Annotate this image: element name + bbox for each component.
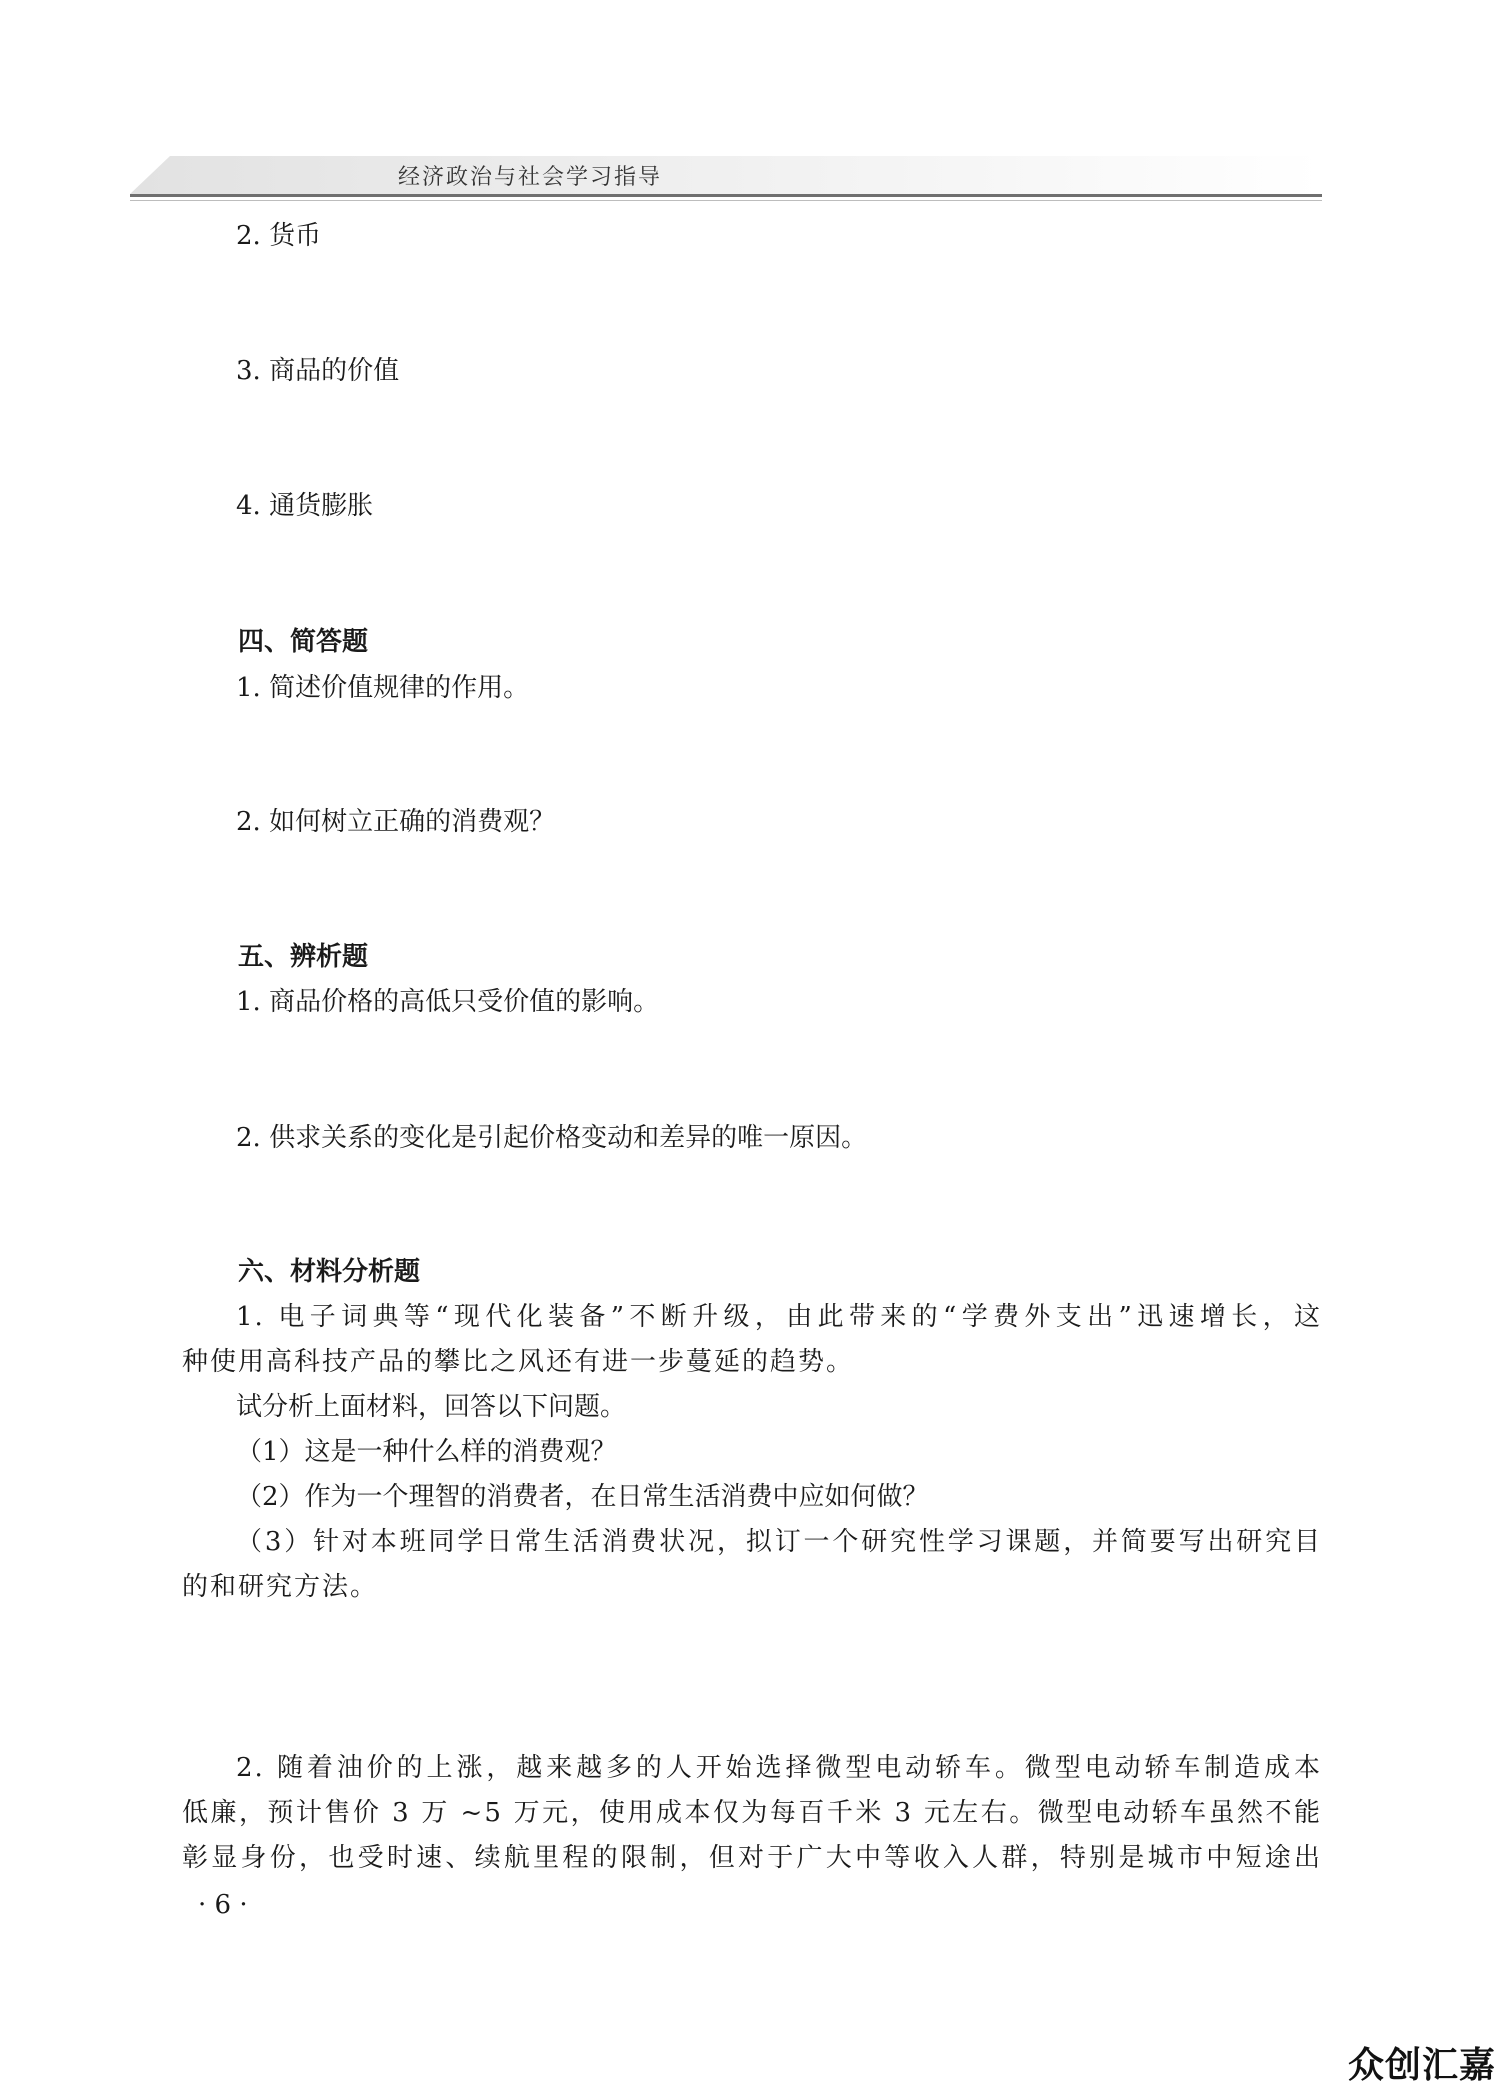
header-rule-thin (130, 200, 1322, 201)
material-q2-line1: 2. 随着油价的上涨，越来越多的人开始选择微型电动轿车。微型电动轿车制造成本 (236, 1753, 1322, 1783)
material-q1-line2: 种使用高科技产品的攀比之风还有进一步蔓延的趋势。 (182, 1347, 855, 1377)
page-number: · 6 · (198, 1890, 248, 1920)
question-analysis-1: 1. 商品价格的高低只受价值的影响。 (236, 987, 660, 1017)
header-rule (130, 194, 1322, 197)
material-q1-prompt: 试分析上面材料，回答以下问题。 (236, 1392, 627, 1422)
material-q1-sub1: （1）这是一种什么样的消费观？ (236, 1437, 617, 1467)
material-q1-sub3-line1: （3）针对本班同学日常生活消费状况，拟订一个研究性学习课题，并简要写出研究目 (236, 1527, 1322, 1557)
question-analysis-2: 2. 供求关系的变化是引起价格变动和差异的唯一原因。 (236, 1123, 868, 1153)
term-item-commodity-value: 3. 商品的价值 (236, 356, 400, 386)
running-header-title: 经济政治与社会学习指导 (398, 165, 663, 190)
section-heading-short-answer: 四、简答题 (238, 627, 369, 657)
watermark-logo: 众创汇嘉 (1347, 2045, 1496, 2086)
question-short-answer-1: 1. 简述价值规律的作用。 (236, 673, 530, 703)
term-item-inflation: 4. 通货膨胀 (236, 491, 374, 521)
section-heading-material: 六、材料分析题 (238, 1257, 421, 1287)
section-heading-analysis: 五、辨析题 (238, 942, 369, 972)
material-q2-line2: 低廉，预计售价 3 万 ~5 万元，使用成本仅为每百千米 3 元左右。微型电动轿车虽然不能 (182, 1798, 1323, 1828)
term-item-money: 2. 货币 (236, 221, 322, 251)
material-q2-line3: 彰显身份，也受时速、续航里程的限制，但对于广大中等收入人群，特别是城市中短途出 (182, 1843, 1322, 1873)
question-short-answer-2: 2. 如何树立正确的消费观？ (236, 807, 556, 837)
material-q1-sub2: （2）作为一个理智的消费者，在日常生活消费中应如何做？ (236, 1482, 929, 1512)
material-q1-line1: 1. 电子词典等“现代化装备”不断升级，由此带来的“学费外支出”迅速增长，这 (236, 1302, 1322, 1332)
material-q1-sub3-line2: 的和研究方法。 (182, 1572, 379, 1602)
header-band (130, 156, 1322, 194)
